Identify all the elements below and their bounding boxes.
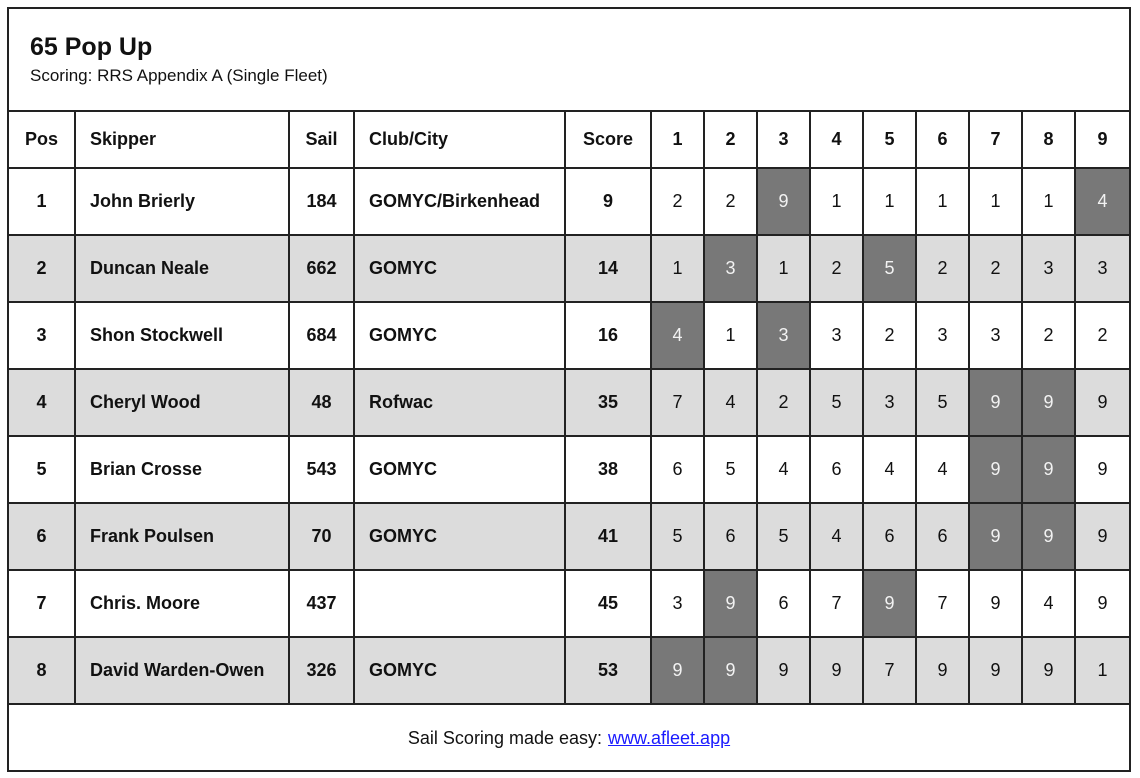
race-score-cell: 5 [651, 503, 704, 570]
column-header: Pos [9, 112, 75, 168]
score-cell: 35 [565, 369, 651, 436]
race-score-cell: 5 [810, 369, 863, 436]
sail-number-cell: 70 [289, 503, 354, 570]
race-score-cell: 2 [916, 235, 969, 302]
sail-number-cell: 543 [289, 436, 354, 503]
position-cell: 1 [9, 168, 75, 235]
race-score-cell: 3 [969, 302, 1022, 369]
race-score-cell: 6 [757, 570, 810, 637]
race-score-cell: 6 [863, 503, 916, 570]
race-score-cell: 2 [810, 235, 863, 302]
race-score-cell: 9 [757, 637, 810, 704]
table-header-row [9, 112, 1129, 168]
score-cell: 16 [565, 302, 651, 369]
club-cell: GOMYC [354, 302, 565, 369]
sail-number-cell: 662 [289, 235, 354, 302]
race-score-cell-discarded: 4 [1075, 168, 1129, 235]
results-sheet [7, 7, 1131, 772]
race-score-cell: 2 [757, 369, 810, 436]
race-score-cell: 2 [1075, 302, 1129, 369]
race-score-cell: 2 [704, 168, 757, 235]
race-score-cell: 1 [969, 168, 1022, 235]
score-cell: 38 [565, 436, 651, 503]
column-header: 6 [916, 112, 969, 168]
sail-number-cell: 184 [289, 168, 354, 235]
race-score-cell: 4 [916, 436, 969, 503]
race-score-cell: 3 [1022, 235, 1075, 302]
race-score-cell: 6 [651, 436, 704, 503]
race-score-cell: 6 [810, 436, 863, 503]
column-header: Skipper [75, 112, 289, 168]
sail-number-cell: 48 [289, 369, 354, 436]
event-title: 65 Pop Up [30, 33, 153, 61]
table-row [9, 637, 1129, 704]
skipper-cell: Frank Poulsen [75, 503, 289, 570]
race-score-cell: 6 [704, 503, 757, 570]
position-cell: 7 [9, 570, 75, 637]
race-score-cell: 7 [916, 570, 969, 637]
race-score-cell: 3 [1075, 235, 1129, 302]
race-score-cell: 1 [1075, 637, 1129, 704]
column-header: 2 [704, 112, 757, 168]
score-cell: 9 [565, 168, 651, 235]
race-score-cell: 1 [810, 168, 863, 235]
score-cell: 41 [565, 503, 651, 570]
club-cell: GOMYC [354, 503, 565, 570]
sail-number-cell: 326 [289, 637, 354, 704]
skipper-cell: Chris. Moore [75, 570, 289, 637]
race-score-cell: 6 [916, 503, 969, 570]
race-score-cell: 1 [916, 168, 969, 235]
race-score-cell: 9 [1075, 570, 1129, 637]
column-header: Score [565, 112, 651, 168]
table-row [9, 436, 1129, 503]
race-score-cell: 4 [810, 503, 863, 570]
race-score-cell-discarded: 3 [757, 302, 810, 369]
race-score-cell: 5 [916, 369, 969, 436]
race-score-cell-discarded: 9 [969, 436, 1022, 503]
skipper-cell: Duncan Neale [75, 235, 289, 302]
club-cell: GOMYC [354, 436, 565, 503]
race-score-cell: 4 [1022, 570, 1075, 637]
table-row [9, 570, 1129, 637]
results-table [9, 112, 1129, 705]
race-score-cell: 9 [1022, 637, 1075, 704]
race-score-cell-discarded: 4 [651, 302, 704, 369]
column-header: 3 [757, 112, 810, 168]
race-score-cell: 3 [651, 570, 704, 637]
race-score-cell: 9 [969, 570, 1022, 637]
skipper-cell: John Brierly [75, 168, 289, 235]
race-score-cell: 3 [810, 302, 863, 369]
race-score-cell: 3 [863, 369, 916, 436]
race-score-cell-discarded: 9 [1022, 503, 1075, 570]
race-score-cell-discarded: 9 [1022, 436, 1075, 503]
column-header: 7 [969, 112, 1022, 168]
club-cell: GOMYC [354, 235, 565, 302]
race-score-cell: 4 [757, 436, 810, 503]
race-score-cell: 5 [757, 503, 810, 570]
column-header: 4 [810, 112, 863, 168]
race-score-cell-discarded: 9 [704, 570, 757, 637]
table-row [9, 369, 1129, 436]
club-cell [354, 570, 565, 637]
race-score-cell: 4 [704, 369, 757, 436]
skipper-cell: Shon Stockwell [75, 302, 289, 369]
skipper-cell: Brian Crosse [75, 436, 289, 503]
position-cell: 4 [9, 369, 75, 436]
race-score-cell-discarded: 9 [863, 570, 916, 637]
race-score-cell-discarded: 5 [863, 235, 916, 302]
position-cell: 6 [9, 503, 75, 570]
race-score-cell: 2 [969, 235, 1022, 302]
skipper-cell: David Warden-Owen [75, 637, 289, 704]
column-header: 1 [651, 112, 704, 168]
sail-number-cell: 437 [289, 570, 354, 637]
race-score-cell: 1 [757, 235, 810, 302]
race-score-cell: 2 [1022, 302, 1075, 369]
race-score-cell: 3 [916, 302, 969, 369]
race-score-cell: 5 [704, 436, 757, 503]
race-score-cell: 1 [651, 235, 704, 302]
score-cell: 14 [565, 235, 651, 302]
race-score-cell: 7 [651, 369, 704, 436]
race-score-cell: 1 [704, 302, 757, 369]
table-row [9, 168, 1129, 235]
race-score-cell: 9 [1075, 369, 1129, 436]
race-score-cell: 9 [1075, 503, 1129, 570]
race-score-cell: 9 [969, 637, 1022, 704]
table-row [9, 235, 1129, 302]
afleet-link[interactable]: www.afleet.app [608, 727, 731, 748]
footer [9, 705, 1129, 771]
race-score-cell-discarded: 9 [704, 637, 757, 704]
position-cell: 2 [9, 235, 75, 302]
race-score-cell: 2 [863, 302, 916, 369]
results-body [9, 168, 1129, 704]
race-score-cell: 9 [1075, 436, 1129, 503]
score-cell: 45 [565, 570, 651, 637]
race-score-cell-discarded: 9 [651, 637, 704, 704]
skipper-cell: Cheryl Wood [75, 369, 289, 436]
event-header [9, 9, 1129, 112]
race-score-cell: 9 [810, 637, 863, 704]
scoring-system: Scoring: RRS Appendix A (Single Fleet) [30, 66, 328, 85]
race-score-cell: 1 [1022, 168, 1075, 235]
column-header: 5 [863, 112, 916, 168]
table-row [9, 503, 1129, 570]
race-score-cell-discarded: 9 [969, 369, 1022, 436]
race-score-cell: 7 [810, 570, 863, 637]
position-cell: 3 [9, 302, 75, 369]
footer-text: Sail Scoring made easy: [407, 727, 603, 748]
sail-number-cell: 684 [289, 302, 354, 369]
position-cell: 8 [9, 637, 75, 704]
club-cell: Rofwac [354, 369, 565, 436]
club-cell: GOMYC [354, 637, 565, 704]
column-header: Club/City [354, 112, 565, 168]
club-cell: GOMYC/Birkenhead [354, 168, 565, 235]
column-header: 9 [1075, 112, 1129, 168]
race-score-cell: 9 [916, 637, 969, 704]
race-score-cell-discarded: 9 [1022, 369, 1075, 436]
position-cell: 5 [9, 436, 75, 503]
race-score-cell: 2 [651, 168, 704, 235]
column-header: 8 [1022, 112, 1075, 168]
score-cell: 53 [565, 637, 651, 704]
race-score-cell-discarded: 3 [704, 235, 757, 302]
table-row [9, 302, 1129, 369]
column-header: Sail [289, 112, 354, 168]
race-score-cell: 7 [863, 637, 916, 704]
race-score-cell-discarded: 9 [757, 168, 810, 235]
race-score-cell-discarded: 9 [969, 503, 1022, 570]
race-score-cell: 4 [863, 436, 916, 503]
race-score-cell: 1 [863, 168, 916, 235]
